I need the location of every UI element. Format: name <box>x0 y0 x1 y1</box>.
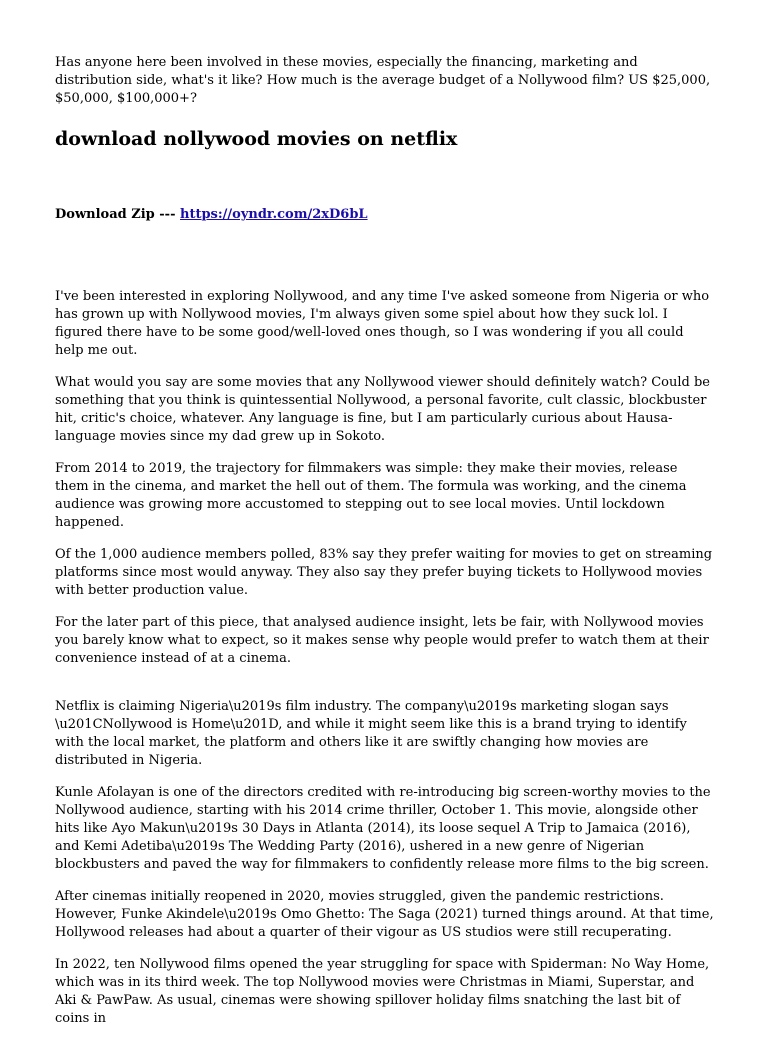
paragraph: In 2022, ten Nollywood films opened the year struggling for space with Spiderman: No Way Home, which was in its third week. The top Nollywood movies were Christmas in Miami, Superstar, and Aki & PawPaw. As usual, cinemas were showing spillover holiday films snatching the last bit of coins in <box>55 957 710 1026</box>
paragraph: Kunle Afolayan is one of the directors credited with re-introducing big screen-worthy movies to the Nollywood audience, starting with his 2014 crime thriller, October 1. This movie, alongside other hits like Ayo Makun\u2019s 30 Days in Atlanta (2014), its loose sequel A Trip to Jamaica (2016), and Kemi Adetiba\u2019s The Wedding Party (2016), ushered in a new genre of Nigerian blockbusters and paved the way for filmmakers to confidently release more films to the big screen. <box>55 785 711 872</box>
download-line <box>55 206 715 224</box>
paragraph: From 2014 to 2019, the trajectory for filmmakers was simple: they make their movies, release them in the cinema, and market the hell out of them. The formula was working, and the cinema audience was growing more accustomed to stepping out to see local movies. Until lockdown happened. <box>55 461 687 530</box>
paragraph: Netflix is claiming Nigeria\u2019s film industry. The company\u2019s marketing slogan says \u201CNollywood is Home\u201D, and while it might seem like this is a brand trying to identify with the local market, the platform and others like it are swiftly changing how movies are distributed in Nigeria. <box>55 699 687 768</box>
page-title: download nollywood movies on netflix <box>55 128 458 150</box>
download-link[interactable]: https://oyndr.com/2xD6bL <box>180 207 368 222</box>
intro-paragraph: Has anyone here been involved in these movies, especially the financing, marketing and distribution side, what's it like? How much is the average budget of a Nollywood film? US $25,000, $50,000, $100,000+? <box>55 55 711 106</box>
paragraph: What would you say are some movies that any Nollywood viewer should definitely watch? Could be something that you think is quintessential Nollywood, a personal favorite, cult classic, blockbuster hit, critic's choice, whatever. Any language is fine, but I am particularly curious about Hausa-language movies since my dad grew up in Sokoto. <box>55 375 710 444</box>
paragraph: After cinemas initially reopened in 2020, movies struggled, given the pandemic restrictions. However, Funke Akindele\u2019s Omo Ghetto: The Saga (2021) turned things around. At that time, Hollywood releases had about a quarter of their vigour as US studios were still recuperating. <box>55 889 714 940</box>
article-body <box>55 288 715 1028</box>
document-page <box>55 54 715 1042</box>
download-label: Download Zip --- <box>55 207 176 222</box>
paragraph: I've been interested in exploring Nollywood, and any time I've asked someone from Nigeria or who has grown up with Nollywood movies, I'm always given some spiel about how they suck lol. I figured there have to be some good/well-loved ones though, so I was wondering if you all could help me out. <box>55 289 710 358</box>
paragraph: Of the 1,000 audience members polled, 83% say they prefer waiting for movies to get on streaming platforms since most would anyway. They also say they prefer buying tickets to Hollywood movies with better production value. <box>55 547 713 598</box>
paragraph: For the later part of this piece, that analysed audience insight, lets be fair, with Nollywood movies you barely know what to expect, so it makes sense why people would prefer to watch them at their convenience instead of at a cinema. <box>55 615 709 666</box>
